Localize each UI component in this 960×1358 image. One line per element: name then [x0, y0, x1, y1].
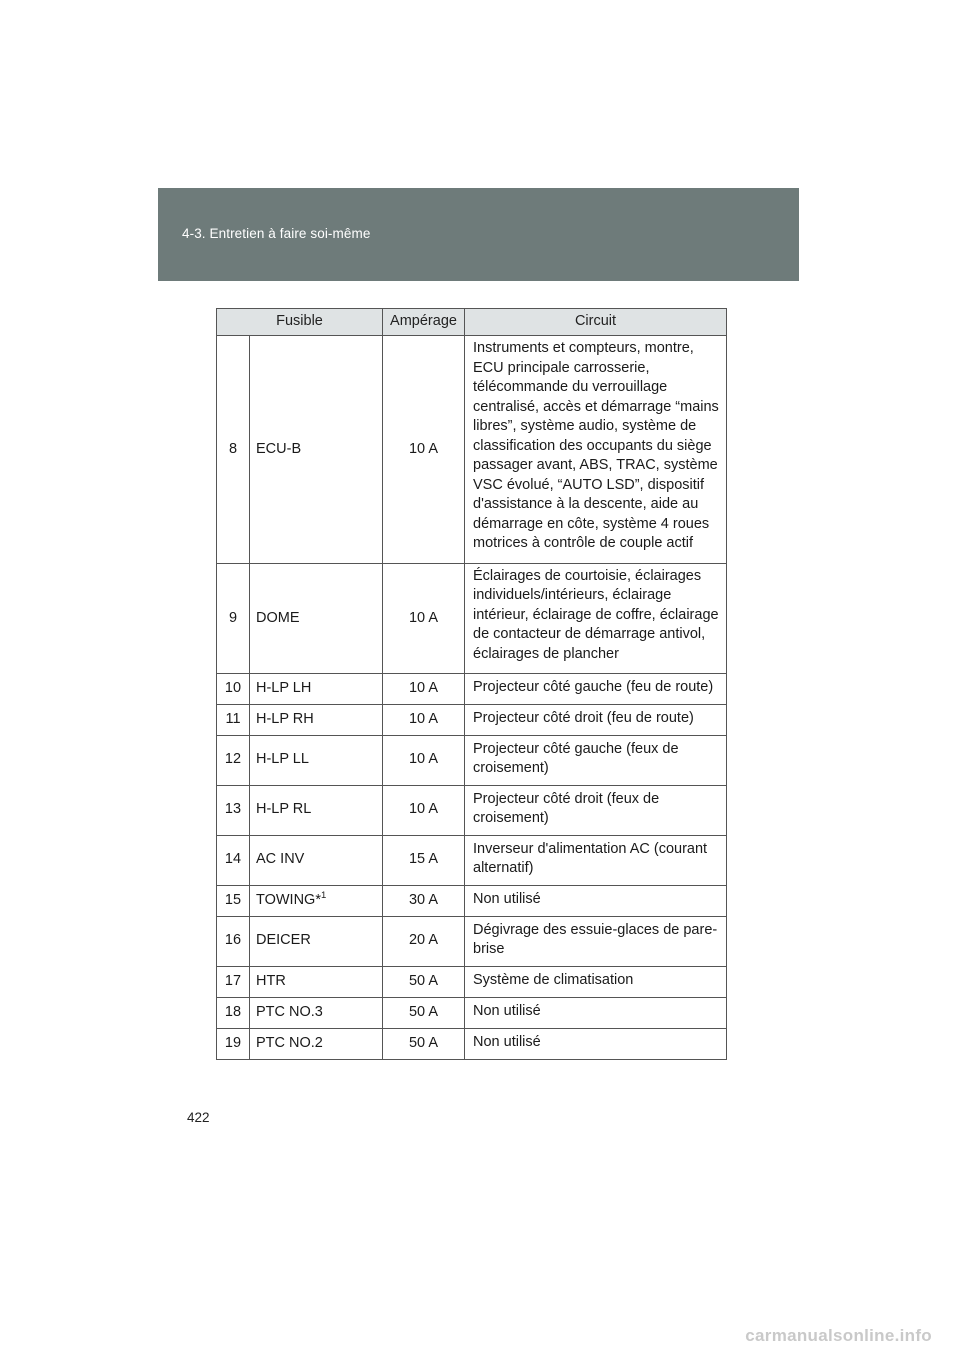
column-header-circuit: Circuit	[465, 309, 727, 336]
table-row	[217, 1028, 727, 1059]
fuse-name: DEICER	[250, 916, 383, 966]
table-row	[217, 785, 727, 835]
fuse-name: PTC NO.2	[250, 1028, 383, 1059]
fuse-name-text: TOWING*	[256, 891, 321, 908]
fuse-name: ECU-B	[250, 336, 383, 564]
fuse-number: 9	[217, 563, 250, 674]
fuse-name: AC INV	[250, 835, 383, 885]
footnote-marker: 1	[320, 889, 327, 901]
table-row	[217, 997, 727, 1028]
fuse-number: 12	[217, 735, 250, 785]
fuse-number: 15	[217, 885, 250, 916]
fuse-amperage: 10 A	[383, 336, 465, 564]
fuse-number: 16	[217, 916, 250, 966]
fuse-circuit: Projecteur côté droit (feux de croisement)	[465, 785, 727, 835]
section-header-band	[158, 188, 799, 281]
fuse-circuit: Système de climatisation	[465, 966, 727, 997]
table-row	[217, 563, 727, 674]
section-title: 4-3. Entretien à faire soi-même	[182, 226, 371, 241]
fuse-number: 17	[217, 966, 250, 997]
fuse-circuit: Projecteur côté gauche (feux de croisement)	[465, 735, 727, 785]
fuse-table	[216, 308, 727, 1060]
column-header-amperage: Ampérage	[383, 309, 465, 336]
fuse-number: 8	[217, 336, 250, 564]
fuse-circuit: Non utilisé	[465, 997, 727, 1028]
fuse-amperage: 50 A	[383, 997, 465, 1028]
fuse-circuit: Projecteur côté droit (feu de route)	[465, 704, 727, 735]
fuse-name: H-LP LL	[250, 735, 383, 785]
fuse-circuit: Non utilisé	[465, 885, 727, 916]
fuse-circuit: Inverseur d'alimentation AC (courant alternatif)	[465, 835, 727, 885]
fuse-amperage: 10 A	[383, 785, 465, 835]
table-header-row	[217, 309, 727, 336]
fuse-circuit: Projecteur côté gauche (feu de route)	[465, 674, 727, 705]
fuse-name: DOME	[250, 563, 383, 674]
table-row	[217, 966, 727, 997]
table-row	[217, 835, 727, 885]
fuse-amperage: 15 A	[383, 835, 465, 885]
fuse-number: 10	[217, 674, 250, 705]
fuse-number: 11	[217, 704, 250, 735]
fuse-amperage: 10 A	[383, 735, 465, 785]
fuse-number: 18	[217, 997, 250, 1028]
watermark: carmanualsonline.info	[745, 1326, 932, 1345]
fuse-amperage: 10 A	[383, 704, 465, 735]
fuse-name: H-LP RL	[250, 785, 383, 835]
table-row	[217, 916, 727, 966]
fuse-amperage: 10 A	[383, 674, 465, 705]
table-row	[217, 735, 727, 785]
fuse-name: H-LP RH	[250, 704, 383, 735]
fuse-circuit: Instruments et compteurs, montre, ECU principale carrosserie, télécommande du verrouillage centralisé, accès et démarrage “mains libres”, système audio, système de classification des occupants du siège passager avant, ABS, TRAC, système VSC évolué, “AUTO LSD”, dispositif d'assistance à la descente, aide au démarrage en côte, système 4 roues motrices à contrôle de couple actif	[465, 336, 727, 564]
table-row	[217, 704, 727, 735]
table-row	[217, 885, 727, 916]
fuse-circuit: Éclairages de courtoisie, éclairages individuels/intérieurs, éclairage intérieur, éclairage de coffre, éclairage de contacteur de démarrage antivol, éclairages de plancher	[465, 563, 727, 674]
fuse-amperage: 50 A	[383, 1028, 465, 1059]
fuse-name: H-LP LH	[250, 674, 383, 705]
table-row	[217, 336, 727, 564]
fuse-name: HTR	[250, 966, 383, 997]
fuse-name	[250, 885, 383, 916]
fuse-number: 19	[217, 1028, 250, 1059]
fuse-number: 14	[217, 835, 250, 885]
fuse-amperage: 50 A	[383, 966, 465, 997]
fuse-number: 13	[217, 785, 250, 835]
fuse-name: PTC NO.3	[250, 997, 383, 1028]
fuse-amperage: 30 A	[383, 885, 465, 916]
fuse-amperage: 20 A	[383, 916, 465, 966]
table-row	[217, 674, 727, 705]
fuse-circuit: Non utilisé	[465, 1028, 727, 1059]
fuse-circuit: Dégivrage des essuie-glaces de pare-brise	[465, 916, 727, 966]
fuse-amperage: 10 A	[383, 563, 465, 674]
column-header-fusible: Fusible	[217, 309, 383, 336]
page-number: 422	[187, 1110, 210, 1125]
